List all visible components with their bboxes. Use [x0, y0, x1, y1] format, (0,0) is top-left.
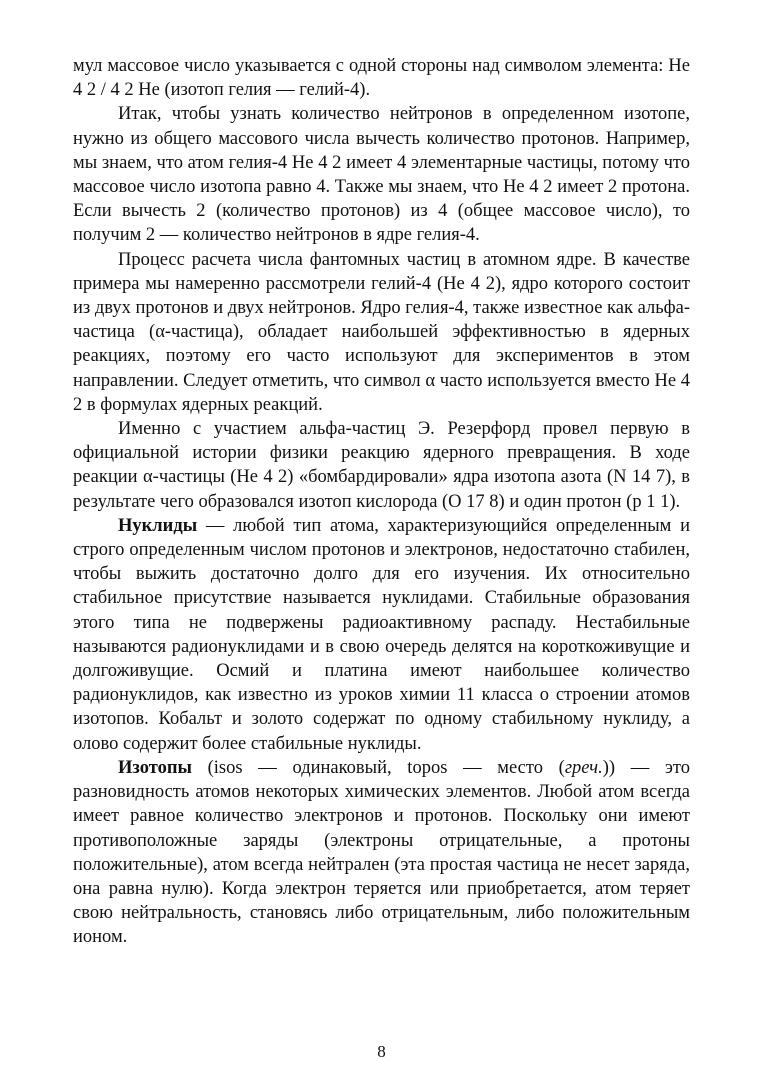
- paragraph-isotopes: [73, 756, 690, 950]
- paragraph-continuation: мул массовое число указывается с одной стороны над символом элемента: He 4 2 / 4 2 He (изотоп гелия — гелий-4).: [73, 56, 690, 101]
- paragraph-phantom-particles: Процесс расчета числа фантомных частиц в атомном ядре. В качестве примера мы намеренно рассмотрели гелий-4 (He 4 2), ядро которого состоит из двух протонов и двух нейтронов. Ядро гелия-4, также известное как альфа-частица (α-частица), обладает наибольшей эффективностью в ядерных реакциях, поэтому его часто используют для экспериментов в этом направлении. Следует отметить, что символ α часто используется вместо He 4 2 в формулах ядерных реакций.: [73, 249, 690, 415]
- paragraph-nuclides: [73, 514, 690, 756]
- isotopes-etymology: (isos — одинаковый, topos — место (: [191, 757, 565, 778]
- paragraph-rutherford: Именно с участием альфа-частиц Э. Резерфорд провел первую в официальной истории физики реакцию ядерного превращения. В ходе реакции α-частицы (He 4 2) «бомбардировали» ядра изотопа азота (N 14 7), в результате чего образовался изотоп кислорода (O 17 8) и один протон (p 1 1).: [73, 419, 690, 512]
- page-number: 8: [377, 1042, 386, 1061]
- paragraph-neutron-count: Итак, чтобы узнать количество нейтронов в определенном изотопе, нужно из общего массового числа вычесть количество протонов. Например, мы знаем, что атом гелия-4 He 4 2 имеет 4 элементарные частицы, потому что массовое число изотопа равно 4. Также мы знаем, что He 4 2 имеет 2 протона. Если вычесть 2 (количество протонов) из 4 (общее массовое число), то получим 2 — количество нейтронов в ядре гелия-4.: [73, 104, 690, 246]
- term-nuclides: Нуклиды: [118, 515, 198, 536]
- isotopes-definition: )) — это разновидность атомов некоторых химических элементов. Любой атом всегда имеет равное количество электронов и протонов. Поскольку они имеют противоположные заряды (электроны отрицательные, а протоны положительные), атом всегда нейтрален (эта простая частица не несет заряда, она равна нулю). Когда электрон теряется или приобретается, атом теряет свою нейтральность, становясь либо отрицательным, либо положительным ионом.: [73, 757, 690, 948]
- body-text: [73, 54, 690, 950]
- isotopes-language-note: греч.: [564, 757, 603, 778]
- nuclides-definition: — любой тип атома, характеризующийся определенным и строго определенным числом протонов и электронов, недостаточно стабилен, чтобы выжить достаточно долго для его изучения. Их относительно стабильное присутствие называется нуклидами. Стабильные образования этого типа не подвержены радиоактивному распаду. Нестабильные называются радионуклидами и в свою очередь делятся на короткоживущие и долгоживущие. Осмий и платина имеют наибольшее количество радионуклидов, как известно из уроков химии 11 класса о строении атомов изотопов. Кобальт и золото содержат по одному стабильному нуклиду, а олово содержит более стабильные нуклиды.: [73, 515, 690, 754]
- term-isotopes: Изотопы: [118, 757, 192, 778]
